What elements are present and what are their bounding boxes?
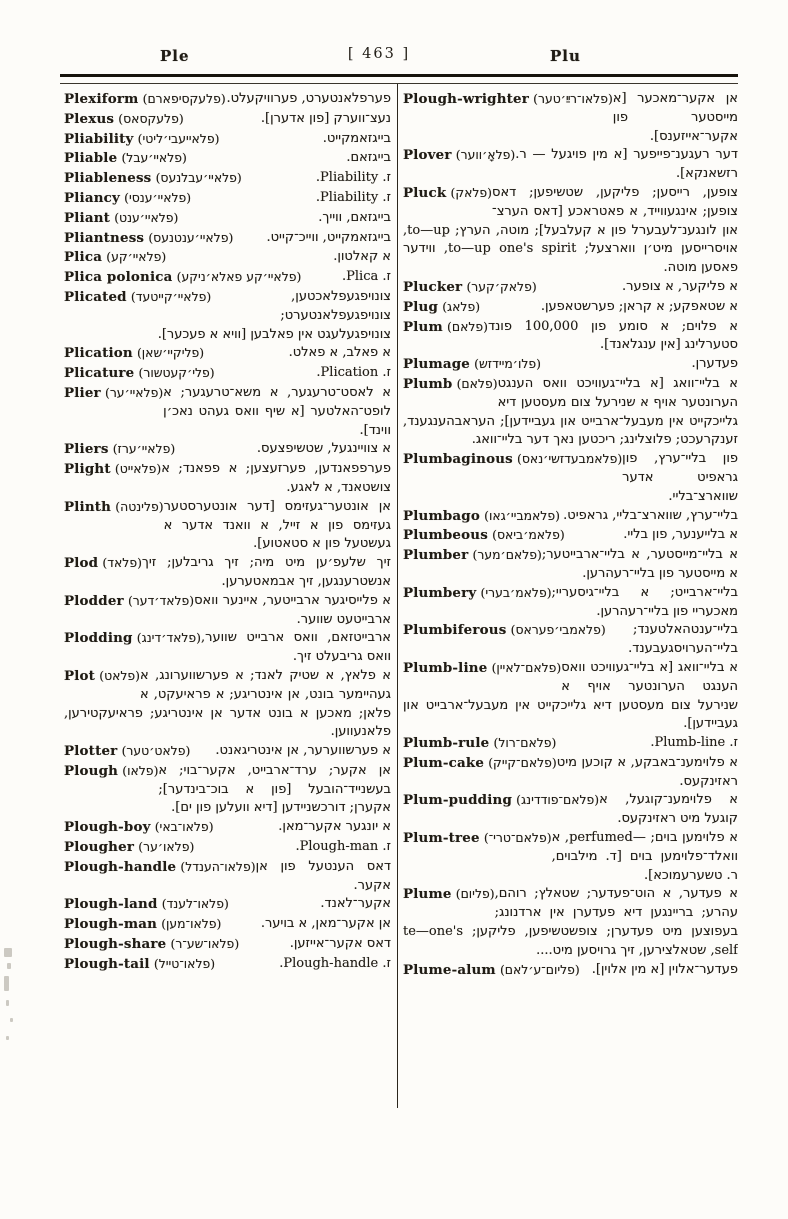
entry-definition: בייגזאמקייט, ווייכ־קייט.: [266, 229, 391, 245]
entry-headword: Plodder: [64, 592, 124, 609]
entry-pronunciation: (פלאיי׳קע): [106, 249, 167, 265]
dictionary-entry: [403, 885, 738, 960]
entry-headword-group: [403, 184, 492, 204]
entry-definition: בליי־ערץ, שווארצ־בליי, גראפיט.: [563, 507, 738, 523]
dictionary-entry: [64, 130, 391, 150]
dictionary-entry: [64, 268, 391, 288]
header-rule: [60, 74, 738, 84]
entry-pronunciation: (פלאמבי׳פעראס): [510, 622, 606, 638]
dictionary-entry: [64, 364, 391, 384]
page-header: [64, 44, 738, 70]
entry-definition: א פליקער, א צופער.: [621, 278, 738, 294]
entry-headword: Pliability: [64, 130, 134, 147]
entry-pronunciation: (פלאיי׳ענט): [114, 209, 179, 225]
entry-headword-group: [64, 344, 204, 364]
entry-headword-group: [64, 742, 190, 762]
entry-pronunciation: (פלאט): [99, 667, 141, 683]
entry-headword-group: [64, 858, 256, 878]
dictionary-entry: [403, 829, 738, 885]
entry-headword-group: [403, 546, 542, 566]
entry-headword: Plinth: [64, 498, 112, 515]
entry-headword: Plough-handle: [64, 858, 177, 875]
entry-pronunciation: (פלאייט): [114, 461, 162, 477]
entry-headword: Plumbiferous: [403, 622, 507, 639]
entry-headword: Plumbeous: [403, 527, 488, 544]
dictionary-entry: [64, 189, 391, 209]
entry-pronunciation: (פלעקסאס): [118, 110, 184, 126]
entry-pronunciation: (פלאָ׳ווער): [455, 147, 516, 163]
dictionary-entry: [64, 110, 391, 130]
entry-pronunciation: (פלאד): [102, 555, 142, 571]
entry-definition: א פערשווערער, אן אינטריגאנט.: [215, 743, 391, 759]
entry-pronunciation: (פלאמביי׳גאו): [484, 507, 560, 523]
entry-headword-group: [64, 895, 229, 915]
entry-definition: א פלוים; א סומע פון 100,000 פונד סטערלינג [אין ענגלאנד].: [488, 318, 738, 353]
entry-headword-group: [64, 554, 142, 574]
entry-headword-group: [403, 621, 606, 641]
entry-definition: א פלוימענ־באבקע, א קוכען מיט ראזינקעס.: [556, 754, 738, 789]
entry-headword-group: [64, 667, 140, 687]
entry-headword-group: [403, 278, 537, 298]
entry-headword-group: [64, 90, 226, 110]
entry-headword: Plumb-line: [403, 659, 488, 676]
dictionary-entry: [64, 149, 391, 169]
entry-headword-group: [403, 754, 557, 774]
entry-headword-group: [403, 791, 599, 811]
entry-headword: Plougher: [64, 839, 135, 856]
entry-pronunciation: (פלאם־רול): [493, 735, 557, 751]
page-number: [ 463 ]: [347, 46, 411, 62]
entry-headword-group: [403, 507, 560, 527]
entry-pronunciation: (פליקיי׳שאן): [136, 345, 205, 361]
dictionary-entry: [64, 248, 391, 268]
entry-pronunciation: (פלעקסיפארם): [142, 91, 226, 106]
entry-headword-group: [64, 169, 242, 189]
scan-artifact: [10, 1018, 13, 1022]
entry-headword: Plumbaginous: [403, 451, 513, 468]
entry-definition: ז. Plough-handle.: [279, 955, 391, 971]
entry-definition: ז. Pliability.: [315, 189, 391, 205]
entry-headword: Plough-share: [64, 936, 167, 953]
entry-headword: Plight: [64, 461, 111, 478]
entry-pronunciation: (פליום־ע׳לאם): [499, 961, 580, 977]
dictionary-entry: [403, 526, 738, 546]
entry-headword-group: [64, 838, 194, 858]
dictionary-entry: [64, 229, 391, 249]
entry-pronunciation: (פלאו־באי): [154, 819, 214, 835]
entry-pronunciation: (פלאמבעדזשי׳נאס): [517, 451, 623, 467]
entry-definition: אן אקער; ערד־ארבייט, אקער־בוי; א בעשנייד־הובעל [פון א בוכ־בינדער]; אקערן; דורכשניידען [דיא וועלען פון ים].: [158, 762, 391, 816]
entry-definition: זיך שלעפ׳ען מיט מיה; זיך גריבלען; זיך אנשטרענגען, זיך אבמאטערען.: [141, 555, 391, 589]
entry-headword-group: [64, 955, 215, 975]
entry-headword: Plum: [403, 318, 443, 335]
dictionary-entry: [64, 895, 391, 915]
entry-headword-group: [403, 659, 561, 679]
running-head-left: Ple: [160, 47, 190, 65]
entry-headword-group: [64, 209, 178, 229]
dictionary-entry: [64, 955, 391, 975]
running-head-right: Plu: [550, 47, 581, 65]
entry-pronunciation: (פלאיי׳עבלנעס): [155, 170, 242, 186]
entry-pronunciation: (פלאק): [450, 184, 493, 200]
entry-headword: Plod: [64, 555, 99, 572]
dictionary-entry: [64, 935, 391, 955]
entry-headword: Plough-boy: [64, 819, 151, 836]
entry-definition: א שטאפקע; א קראן; פערשטאפען.: [540, 298, 738, 314]
entry-headword-group: [64, 189, 191, 209]
entry-pronunciation: (פלאם׳מער): [472, 547, 542, 563]
entry-headword-group: [403, 584, 552, 604]
entry-headword: Pliers: [64, 441, 109, 458]
entry-headword: Plum-pudding: [403, 792, 513, 809]
entry-pronunciation: (פלאו־הענדל): [180, 858, 256, 874]
text-columns: [64, 84, 738, 1108]
entry-headword: Plier: [64, 384, 101, 401]
dictionary-entry: [64, 384, 391, 440]
column-divider: [397, 84, 398, 1108]
entry-headword: Plough-man: [64, 916, 158, 933]
dictionary-entry: [403, 278, 738, 298]
dictionary-entry: [64, 762, 391, 818]
entry-pronunciation: (פלו׳מיידזש): [474, 356, 541, 372]
entry-pronunciation: (פלאו־לענד): [161, 896, 229, 912]
entry-headword-group: [403, 375, 498, 395]
dictionary-entry: [403, 754, 738, 792]
dictionary-entry: [403, 298, 738, 318]
entry-headword-group: [403, 355, 541, 375]
entry-definition: אן אקער־מאכער [א מייסטער פון אקער־אייזענס].: [612, 91, 738, 144]
dictionary-entry: [64, 554, 391, 592]
dictionary-entry: [403, 546, 738, 584]
entry-headword-group: [64, 498, 164, 518]
entry-headword: Plica: [64, 249, 103, 266]
entry-headword-group: [64, 935, 239, 955]
entry-headword: Plexiform: [64, 91, 139, 107]
entry-definition: ז. Pliability.: [315, 170, 391, 186]
entry-pronunciation: (פלאם): [447, 318, 488, 334]
entry-headword-group: [64, 460, 161, 480]
dictionary-entry: [403, 791, 738, 829]
entry-definition: א צוויינגעל, שטשיפצעס.: [256, 441, 391, 457]
entry-definition: פעדער־אלוין [א מין אלוין].: [591, 961, 738, 977]
entry-headword: Plodding: [64, 630, 133, 647]
entry-headword: Plumb-rule: [403, 735, 490, 752]
dictionary-entry: [403, 318, 738, 356]
entry-pronunciation: (פלאיי׳עבל): [121, 150, 187, 166]
entry-headword-group: [403, 146, 515, 166]
entry-definition: א יונגער אקער־מאן.: [278, 819, 391, 835]
entry-pronunciation: (פלאט׳טער): [121, 743, 191, 759]
entry-definition: פעדערן.: [691, 356, 738, 372]
entry-headword-group: [64, 818, 214, 838]
entry-definition: א פלאץ, א שטיק לאנד; א פערשווערונג, א געהיימער בונט, אן אינטריגע; א פראיעקט, א פלאן; מאכען א בונט אדער אן אינטריגע; פראיעקטירען, פלאנעווען.: [64, 667, 391, 740]
entry-headword: Plumb: [403, 375, 453, 392]
entry-pronunciation: (פלאו־שע־ר): [170, 936, 240, 952]
entry-pronunciation: (פלאו־מען): [161, 916, 222, 932]
entry-definition: א בליי־מייסטער, א בליי־ארבייטער; א מייסטער פון בליי־רעהרען.: [541, 547, 738, 581]
entry-headword: Pliableness: [64, 170, 152, 187]
entry-definition: בליי־ארבייט; א בליי־גיסעריי; מאכעריי פון בליי־רעהרען.: [551, 584, 738, 619]
entry-pronunciation: (פלאיי׳ענטנעס): [148, 229, 234, 245]
entry-headword-group: [403, 298, 480, 318]
entry-pronunciation: (פליום): [455, 886, 495, 902]
entry-headword-group: [403, 961, 580, 981]
entry-headword-group: [403, 734, 556, 754]
entry-headword: Plica polonica: [64, 269, 173, 286]
entry-definition: אן אקער־מאן, א בויער.: [260, 916, 391, 932]
dictionary-entry: [64, 629, 391, 667]
entry-definition: א בלייענער, פון בליי.: [623, 527, 738, 543]
entry-pronunciation: (פלינטה): [115, 498, 164, 514]
left-column: [64, 84, 391, 1108]
scan-artifact: [4, 976, 9, 991]
entry-headword-group: [64, 268, 301, 288]
entry-headword-group: [64, 364, 215, 384]
entry-pronunciation: (פלאיי׳ערז): [112, 441, 176, 457]
dictionary-entry: [64, 838, 391, 858]
dictionary-entry: [403, 584, 738, 622]
dictionary-entry: [64, 209, 391, 229]
dictionary-entry: [403, 146, 738, 184]
entry-definition: א בליי־וואג [א בליי־געוויכט וואס הענגט הערונטער אויף א שנירעל צום מעסטען דיא גלייכקייט אין מעבעל־ארבייט און געביידען]; העראבהענגענד, זענקרעכט; פלוצלינג; ריכטען נאך דער בליי־וואג.: [403, 375, 738, 448]
dictionary-entry: [64, 742, 391, 762]
entry-headword-group: [64, 248, 166, 268]
entry-definition: ז. Plumb-line.: [650, 735, 738, 751]
entry-definition: א לאסט־טרעגער, א משא־טרעגער; א לופט־האלטער [א שיף וואס געהט נאכ׳ן ווינד].: [163, 384, 391, 438]
entry-headword: Plough-tail: [64, 955, 150, 972]
entry-headword: Plicature: [64, 365, 135, 382]
entry-headword: Plumage: [403, 356, 471, 373]
entry-headword: Plough-land: [64, 896, 158, 913]
dictionary-entry: [64, 344, 391, 364]
entry-definition: א פאלב, א פאלט.: [288, 345, 391, 361]
entry-pronunciation: (פלאמ׳ביאס): [492, 527, 565, 543]
entry-headword-group: [403, 450, 622, 470]
entry-headword-group: [64, 229, 233, 249]
entry-definition: ז. Plica.: [342, 269, 391, 285]
dictionary-entry: [64, 90, 391, 110]
entry-headword-group: [64, 440, 175, 460]
entry-pronunciation: (פלאייעבי׳ליטי): [137, 130, 220, 146]
entry-pronunciation: (פלאק׳קער): [466, 278, 537, 294]
entry-definition: נעצ־ווערק [פון אדערן].: [260, 110, 391, 126]
entry-headword: Plumber: [403, 547, 469, 564]
scan-artifact: [6, 1000, 9, 1006]
entry-headword: Pliantness: [64, 229, 145, 246]
entry-pronunciation: (פלאם־טרי־): [483, 830, 552, 846]
entry-headword-group: [64, 592, 194, 612]
entry-definition: א פלוימענ־קוגעל, א קוגעל מיט ראזינקעס.: [599, 792, 738, 827]
dictionary-entry: [64, 592, 391, 630]
entry-definition: פון בליי־ערץ, פון גראפיט אדער שווארצ־בליי.: [622, 451, 738, 504]
entry-definition: דער רעגענ־פייפער [א מין פויגעל — ר. רזשאנקא].: [515, 147, 738, 182]
entry-headword: Plover: [403, 147, 452, 164]
entry-definition: בייגזאם.: [346, 150, 391, 166]
dictionary-entry: [64, 498, 391, 554]
entry-headword: Plough: [64, 762, 119, 779]
entry-definition: ז. Plough-man.: [295, 839, 391, 855]
entry-headword: Plug: [403, 298, 439, 315]
entry-headword-group: [64, 288, 211, 308]
dictionary-entry: [64, 858, 391, 896]
dictionary-entry: [403, 507, 738, 527]
entry-definition: צונויפגעפלאכטען, צונויפגעפלאנטערט; צונויפגעלעגט אין פאלבען [וויא א פעכער].: [157, 288, 391, 342]
entry-headword-group: [403, 885, 495, 905]
entry-definition: בייגזאמקייט.: [322, 130, 391, 146]
entry-headword-group: [64, 130, 219, 150]
entry-headword: Plicated: [64, 288, 127, 305]
entry-headword: Plumbago: [403, 507, 480, 524]
entry-pronunciation: (פלאיי׳ענסי): [124, 189, 192, 205]
dictionary-entry: [403, 659, 738, 734]
entry-definition: דאס אקער־אייזען.: [289, 936, 391, 952]
entry-headword: Plexus: [64, 110, 115, 127]
entry-pronunciation: (פלאם־קייק): [488, 754, 557, 770]
dictionary-entry: [64, 460, 391, 498]
entry-definition: א קאלטון.: [333, 249, 391, 265]
entry-definition: ז. Plication.: [316, 365, 391, 381]
entry-headword-group: [64, 915, 221, 935]
scan-artifact: [4, 948, 12, 957]
entry-headword: Pluck: [403, 184, 447, 201]
entry-pronunciation: (פלאו־טייל): [153, 955, 216, 971]
entry-headword: Plume-alum: [403, 961, 496, 978]
entry-pronunciation: (פלאמ׳בערי): [480, 584, 552, 600]
entry-headword-group: [64, 149, 187, 169]
entry-headword: Plough-wrighter: [403, 91, 530, 107]
entry-headword-group: [64, 629, 201, 649]
dictionary-entry: [403, 355, 738, 375]
entry-definition: ארבייטזאם, וואס ארבייט שווער, וואס גריבעלט זיך.: [201, 630, 391, 665]
entry-headword: Plucker: [403, 278, 463, 295]
entry-headword: Plication: [64, 345, 133, 362]
dictionary-entry: [403, 961, 738, 981]
dictionary-entry: [403, 734, 738, 754]
entry-pronunciation: (פלאו־רײַ׳טער): [533, 91, 613, 106]
dictionary-entry: [64, 288, 391, 344]
dictionary-entry: [403, 375, 738, 450]
entry-pronunciation: (פלאם־לאיין): [491, 659, 562, 675]
entry-pronunciation: (פלאד׳דער): [127, 592, 195, 608]
dictionary-entry: [403, 450, 738, 506]
entry-pronunciation: (פלאד׳דינג): [136, 630, 202, 646]
entry-definition: א בליי־וואג [א בליי־געוויכט וואס הענגט הערונטער אויף א שנירעל צום מעסטען דיא גלייכקייט אין מעבעל־ארבייט און געביידען].: [403, 659, 738, 732]
entry-definition: פערפפאנדען, פערזעצען; א פפאנד; א צושטאנד, א לאגע.: [161, 461, 391, 495]
scan-artifact: [6, 1036, 9, 1040]
entry-definition: פערפלאנטערט, פערוויקעלט.: [226, 91, 391, 106]
entry-headword-group: [64, 384, 163, 404]
entry-pronunciation: (פלאג): [442, 298, 481, 314]
entry-headword-group: [403, 90, 613, 110]
entry-headword: Plot: [64, 667, 96, 684]
right-column: [403, 84, 738, 1108]
entry-pronunciation: (פלי׳קעטשור): [138, 365, 215, 381]
dictionary-entry: [64, 440, 391, 460]
entry-definition: בייגזאם, ווייך.: [318, 209, 391, 225]
dictionary-entry: [64, 915, 391, 935]
entry-definition: דאס הענטעל פון אן אקער.: [255, 858, 391, 893]
entry-headword: Plume: [403, 886, 452, 903]
entry-pronunciation: (פלאו׳ער): [138, 839, 195, 855]
entry-definition: א פלוימען בוים; —perfumed, א וואלד־פלוימען בוים [ד. מילבוים, ר. טשערעמוכא].: [551, 830, 738, 883]
entry-pronunciation: (פלאו): [122, 762, 159, 778]
entry-headword-group: [403, 829, 552, 849]
scan-artifact: [7, 963, 11, 969]
dictionary-entry: [64, 169, 391, 189]
entry-definition: אן אונטער־געזימס [דער אונטערסטער געזימס פון א זייל, א וואנד אדער א געשטעל פון א סטאטוע].: [163, 498, 391, 552]
entry-pronunciation: (פלאם־פודדינג): [516, 792, 600, 808]
entry-headword: Plotter: [64, 743, 118, 760]
dictionary-entry: [64, 667, 391, 742]
entry-pronunciation: (פלאם): [456, 375, 498, 391]
dictionary-entry: [64, 818, 391, 838]
entry-headword-group: [64, 762, 158, 782]
entry-definition: א פלייסיגער ארבייטער, איינער וואס ארבייטעט שווער.: [194, 592, 391, 627]
entry-definition: בליי־ענטהאלטענד; בליי־הערויסגעבענד.: [628, 622, 738, 657]
entry-pronunciation: (פלאיי׳ער): [104, 384, 164, 400]
entry-headword-group: [403, 318, 488, 338]
dictionary-entry: [403, 184, 738, 278]
entry-pronunciation: (פלאיי׳קייטעד): [130, 288, 212, 304]
entry-headword: Plumbery: [403, 584, 477, 601]
entry-headword: Plum-cake: [403, 754, 485, 771]
entry-definition: א פעדער, א הוט־פעדער; שטאלץ; רוהם, עהרע; בריינגען דיא פעדערן אין ארדנונג; בעפוצען מיט פעדערן; צופשטשיפען, פליקען; te—one's self, שטאלצירען, זיך גרויסען מיט....: [403, 886, 738, 958]
entry-headword-group: [403, 526, 565, 546]
entry-definition: צופען, רייסען; פליקען, שטשיפען; דאס צופען; אינגעווייד, א פאטראכע [דאס הערצ־ און לונגענ־לעבערל פון א קעלבעל]; מוטה, הערץ; to—up, אויסרייסען מיט׳ן ווארצעל; to—up one's spirit, ווידער פאסען מוטה.: [403, 184, 738, 276]
entry-headword: Plum-tree: [403, 830, 480, 847]
entry-definition: אקער־לאנד.: [320, 896, 391, 912]
entry-headword-group: [64, 110, 184, 130]
entry-headword: Pliancy: [64, 189, 120, 206]
dictionary-entry: [403, 621, 738, 659]
entry-headword: Pliable: [64, 150, 118, 167]
dictionary-entry: [403, 90, 738, 146]
entry-pronunciation: (פלאיי׳קע פאלא׳ניקע): [176, 269, 302, 285]
entry-headword: Pliant: [64, 209, 111, 226]
